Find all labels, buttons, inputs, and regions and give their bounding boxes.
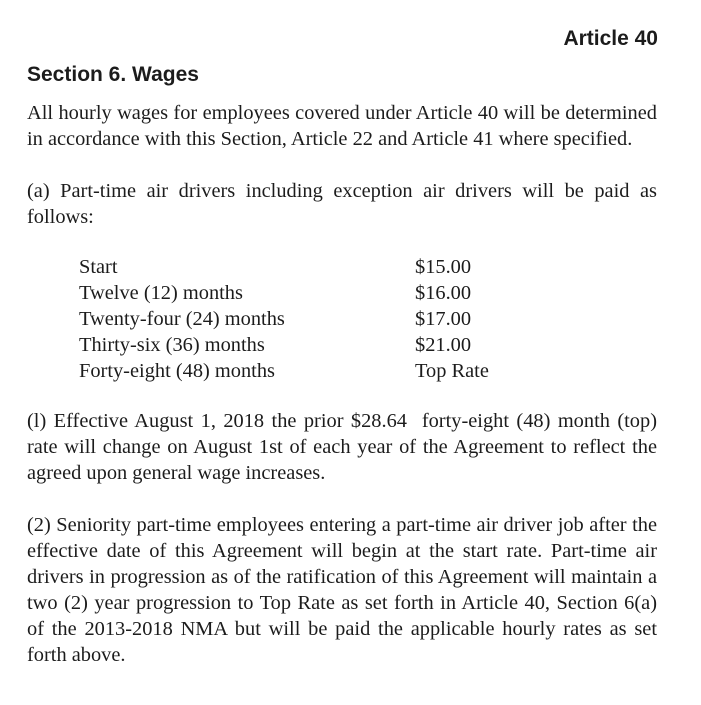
item-1-paragraph: (l) Effective August 1, 2018 the prior $28.64 forty-eight (48) month (top) rate will change on August 1st of each year of the Agreement to reflect the agreed upon general wage increases. [27, 410, 663, 484]
rate-cell: $16.00 [415, 282, 472, 304]
rate-cell: $21.00 [415, 334, 472, 356]
part-a-paragraph: (a) Part-time air drivers including exception air drivers will be paid as follows: [27, 180, 657, 228]
table-row [79, 280, 489, 306]
table-row [79, 254, 489, 280]
section-title: Section 6. Wages [27, 63, 199, 86]
step-cell: Twelve (12) months [79, 282, 243, 304]
step-cell: Start [79, 256, 118, 278]
table-row [79, 358, 489, 384]
rate-cell: $15.00 [415, 256, 472, 278]
step-cell: Forty-eight (48) months [79, 360, 275, 382]
step-cell: Twenty-four (24) months [79, 308, 285, 330]
article-header: Article 40 [563, 27, 658, 50]
intro-paragraph: All hourly wages for employees covered under Article 40 will be determined in accordance with this Section, Article 22 and Article 41 where specified. [27, 102, 657, 150]
rate-cell: Top Rate [415, 360, 489, 382]
document-body [27, 100, 663, 668]
table-row [79, 332, 489, 358]
wage-schedule-table [79, 254, 489, 384]
table-row [79, 306, 489, 332]
item-2-paragraph: (2) Seniority part-time employees entering a part-time air driver job after the effective date of this Agreement will begin at the start rate. Part-time air drivers in progression as of the ratification of this Agreement will maintain a two (2) year progression to Top Rate as set forth in Article 40, Section 6(a) of the 2013-2018 NMA but will be paid the applicable hourly rates as set forth above. [27, 514, 657, 666]
step-cell: Thirty-six (36) months [79, 334, 265, 356]
rate-cell: $17.00 [415, 308, 472, 330]
